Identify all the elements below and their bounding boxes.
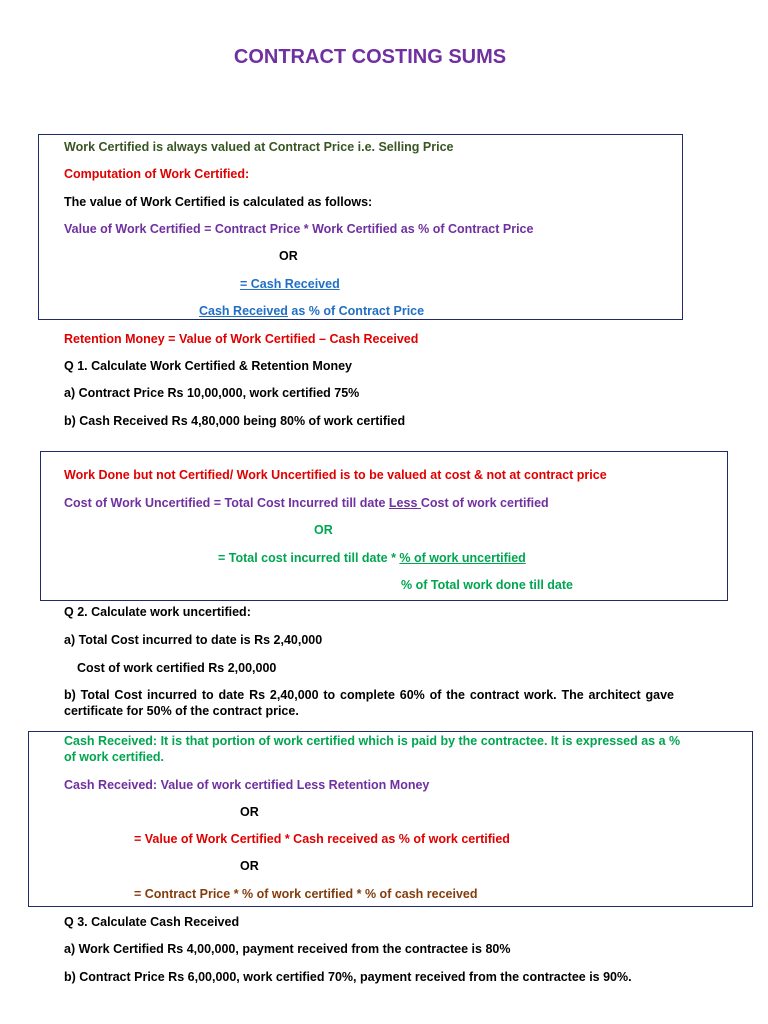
q1-part-a: a) Contract Price Rs 10,00,000, work certified 75% [64,386,360,400]
box1-line-6: = Cash Received [240,277,340,291]
box3-line-4: = Value of Work Certified * Cash received as % of work certified [134,832,510,846]
box1-line-7b: as % of Contract Price [287,304,425,318]
q2-question: Q 2. Calculate work uncertified: [64,605,251,619]
box2-line-1: Work Done but not Certified/ Work Uncertified is to be valued at cost & not at contract price [64,468,607,482]
box2-line-4b: % of work uncertified [399,551,526,565]
box3-line-2: Cash Received: Value of work certified Less Retention Money [64,778,430,792]
box2-line-2b: Less [388,496,421,510]
q3-part-a: a) Work Certified Rs 4,00,000, payment received from the contractee is 80% [64,942,511,956]
box3-line-6: = Contract Price * % of work certified * % of cash received [134,887,478,901]
box1-line-7 [199,303,424,319]
box1-line-4: Value of Work Certified = Contract Price * Work Certified as % of Contract Price [64,222,534,236]
box2-line-4 [218,550,526,566]
page-title: CONTRACT COSTING SUMS [233,46,507,68]
q2-part-b: b) Total Cost incurred to date Rs 2,40,000 to complete 60% of the contract work. The architect gave certificate for 50% of the contract price. [64,688,674,718]
box2-line-3: OR [314,523,333,537]
box1-line-2: Computation of Work Certified: [64,167,250,181]
q3-part-b: b) Contract Price Rs 6,00,000, work certified 70%, payment received from the contractee is 90%. [64,970,632,984]
q3-question: Q 3. Calculate Cash Received [64,915,240,929]
q2-part-a-1: a) Total Cost incurred to date is Rs 2,40,000 [64,633,323,647]
box2-line-2 [64,495,549,511]
q2-part-a-2: Cost of work certified Rs 2,00,000 [77,661,277,675]
box3-line-1: Cash Received: It is that portion of work certified which is paid by the contractee. It is expressed as a % of work certified. [64,734,681,764]
q1-question: Q 1. Calculate Work Certified & Retention Money [64,359,353,373]
box2-line-4a: = Total cost incurred till date * [218,551,400,565]
box1-line-7a: Cash Received [199,304,288,318]
box1-line-3: The value of Work Certified is calculated as follows: [64,195,373,209]
q1-part-b: b) Cash Received Rs 4,80,000 being 80% of work certified [64,414,406,428]
box2-line-2c: Cost of work certified [420,496,549,510]
box1-line-5: OR [279,249,298,263]
box2-line-2a: Cost of Work Uncertified = Total Cost Incurred till date [64,496,389,510]
box2-line-5: % of Total work done till date [401,578,573,592]
retention-money-formula: Retention Money = Value of Work Certified – Cash Received [64,332,419,346]
box3-line-3: OR [240,805,259,819]
box3-line-5: OR [240,859,259,873]
box1-line-1: Work Certified is always valued at Contract Price i.e. Selling Price [64,140,454,154]
